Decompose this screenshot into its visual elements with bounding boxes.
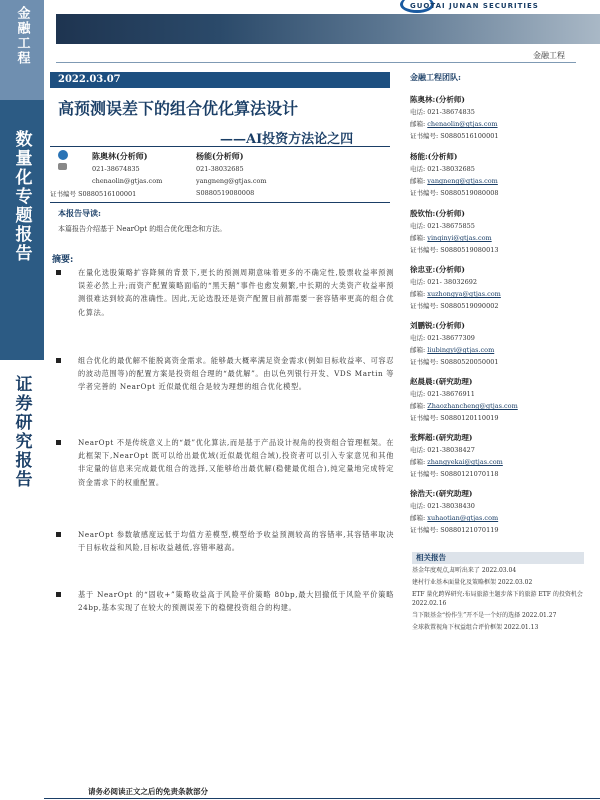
team-heading: 金融工程团队: xyxy=(410,72,461,82)
team-member: 张辉超:(研究助理) 电话: 021-38038427 邮箱: zhangyekai@gtjas.com 证书编号: S0880121070118 xyxy=(410,433,503,478)
sidebar-middle-label: 数量化专题报告 xyxy=(11,130,32,263)
abstract-heading: 摘要: xyxy=(52,255,74,265)
related-report-item[interactable]: 建村行业基本面量化及策略框架 2022.03.02 xyxy=(412,579,533,586)
bullet-icon xyxy=(56,532,61,537)
author-2-name: 杨能(分析师) xyxy=(196,151,244,161)
bullet-icon xyxy=(56,440,61,445)
report-title: 高预测误差下的组合优化算法设计 xyxy=(58,99,299,118)
email-link[interactable]: chenaolin@gtjas.com xyxy=(427,120,498,128)
bullet-icon xyxy=(56,358,61,363)
abstract-bullet: NearOpt 不是传统意义上的“最”优化算法,而是基于产品设计视角的投资组合管理框架。在此框架下,NearOpt 既可以给出最优域(近似最优组合域),投资者可以引入专家意见和其他非定量的信息来完成最优组合的选择,又能够给出最优解(稳健最优组合),纯定量地完成特定资金需求下的权重配置。 xyxy=(56,436,394,489)
abstract-bullet: NearOpt 参数敏感度远低于均值方差模型,模型给予收益预测较高的容错率,其容错率取决于目标收益和风险,目标收益越低,容错率越高。 xyxy=(56,528,394,554)
guide-text: 本篇报告介绍基于 NearOpt 的组合优化理念和方法。 xyxy=(58,225,227,233)
team-member: 杨能:(分析师) 电话: 021-38032685 邮箱: yangneng@gtjas.com 证书编号: S0880519080008 xyxy=(410,152,499,197)
related-report-item[interactable]: 全球救置视角下权益组合评价框架 2022.01.13 xyxy=(412,624,539,631)
author-2-email[interactable]: yangneng@gtjas.com xyxy=(196,177,267,185)
team-member: 徐浩天:(研究助理) 电话: 021-38038430 邮箱: xuhaotian@gtjas.com 证书编号: S0880121070119 xyxy=(410,489,499,534)
header-banner xyxy=(56,14,600,44)
email-link[interactable]: Zhaozhancheng@gtjas.com xyxy=(427,402,518,410)
related-report-item[interactable]: 当下限基金“扮作生”开不是一个好的选择 2022.01.27 xyxy=(412,612,557,619)
sidebar-top-label: 金融工程 xyxy=(14,6,30,66)
related-reports-list xyxy=(412,566,584,635)
author-divider xyxy=(50,202,390,203)
abstract-bullet: 组合优化的最优解不能脱离资金需求。能够最大概率满足资金需求(例如目标收益率、可容忍的波动范围等)的配置方案是投资组合理的“最优解”。由以色列银行开发、VDS Martin 等学者完善的 NearOpt 近似最优组合是较为理想的组合优化模型。 xyxy=(56,354,394,394)
footer-divider xyxy=(44,798,600,799)
team-member: 陈奥林:(分析师) 电话: 021-38674835 邮箱: chenaolin@gtjas.com 证书编号: S0880516100001 xyxy=(410,95,499,140)
logo-text: GUOTAI JUNAN SECURITIES xyxy=(410,2,539,10)
sidebar xyxy=(0,0,44,800)
related-report-item[interactable]: ETF 量化跨界研究:布局旅游主题步落下的旅游 ETF 的投资机会 2022.02.16 xyxy=(412,591,583,607)
sidebar-bottom-block xyxy=(0,360,44,800)
author-2-phone: 021-38032685 xyxy=(196,165,244,173)
abstract-bullet: 基于 NearOpt 的“固收+”策略收益高于风险平价策略 80bp,最大回撤低于风险平价策略 24bp,基本实现了在较大的预测误差下的稳健投资组合的构建。 xyxy=(56,588,394,614)
author-1-name: 陈奥林(分析师) xyxy=(92,151,148,161)
email-link[interactable]: yinqinyi@gtjas.com xyxy=(427,234,492,242)
section-label: 金融工程 xyxy=(533,51,565,60)
team-member: 殷钦怡:(分析师) 电话: 021-38675855 邮箱: yinqinyi@gtjas.com 证书编号: S0880519080013 xyxy=(410,209,499,254)
author-1-phone: 021-38674835 xyxy=(92,165,140,173)
sidebar-middle-block xyxy=(0,100,44,360)
bullet-icon xyxy=(56,592,61,597)
email-link[interactable]: xuhaotian@gtjas.com xyxy=(427,514,499,522)
author-1-email[interactable]: chenaolin@gtjas.com xyxy=(92,177,163,185)
sidebar-bottom-label: 证券研究报告 xyxy=(11,375,32,489)
related-report-item[interactable]: 基金年度观点,却听出来了 2022.03.04 xyxy=(412,567,517,574)
title-divider xyxy=(50,146,390,147)
report-date: 2022.03.07 xyxy=(50,72,390,88)
related-reports-heading: 相关报告 xyxy=(412,552,584,564)
guide-heading: 本报告导读: xyxy=(58,208,101,218)
author-2-cert: S0880519080008 xyxy=(196,189,255,197)
email-link[interactable]: yangneng@gtjas.com xyxy=(427,177,498,185)
team-member: 赵晨晨:(研究助理) 电话: 021-38676911 邮箱: Zhaozhancheng@gtjas.com 证书编号: S0880120110019 xyxy=(410,377,518,422)
team-member: 徐忠亚:(分析师) 电话: 021- 38032692 邮箱: xuzhongya@gtjas.com 证书编号: S0880519090002 xyxy=(410,265,501,310)
email-link[interactable]: zhangyekai@gtjas.com xyxy=(427,458,503,466)
phone-icon xyxy=(58,163,67,170)
sidebar-top-block xyxy=(0,0,44,100)
bullet-icon xyxy=(56,270,61,275)
author-1-cert: 证书编号 S0880516100001 xyxy=(50,190,137,198)
team-member: 刘鹏锐:(分析师) 电话: 021-38677309 邮箱: liubingyi@gtjas.com 证书编号: S0880520050001 xyxy=(410,321,499,366)
abstract-bullet: 在量化选股策略扩容降频的背景下,更长的预测周期意味着更多的不确定性,股票收益率预测误差必然上升;而资产配置策略面临的“黑天鹅”事件也愈发频繁,中长期的大类资产收益率预测很难达到较高的准确性。因此,无论选股还是资产配置目前都需要一套容错率更高的组合优化算法。 xyxy=(56,266,394,319)
header-divider xyxy=(56,62,576,63)
email-link[interactable]: liubingyi@gtjas.com xyxy=(427,346,495,354)
report-subtitle: ——AI投资方法论之四 xyxy=(220,132,354,147)
author-block xyxy=(50,150,390,200)
disclaimer-footer: 请务必阅读正文之后的免责条款部分 xyxy=(88,787,208,796)
person-icon xyxy=(58,150,68,160)
email-link[interactable]: xuzhongya@gtjas.com xyxy=(427,290,501,298)
